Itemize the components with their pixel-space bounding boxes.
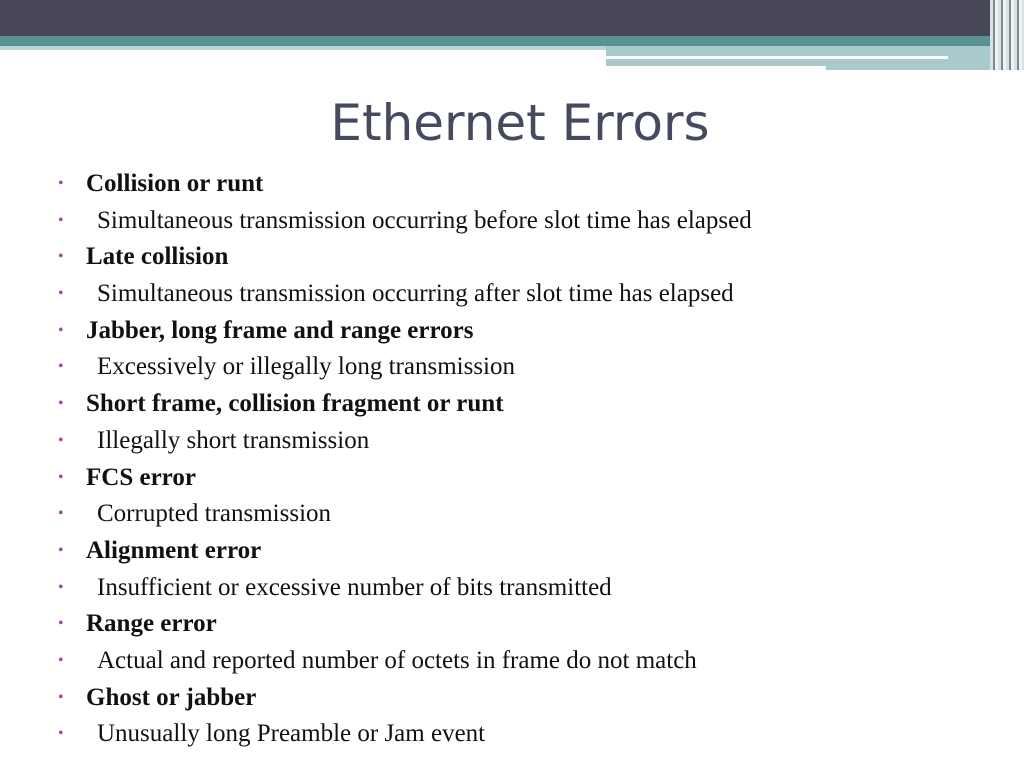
list-item <box>58 606 998 643</box>
bullet-icon: • <box>58 468 64 486</box>
list-item <box>58 716 998 753</box>
bullet-list <box>58 166 998 753</box>
list-item <box>58 349 998 386</box>
error-description: Actual and reported number of octets in frame do not match <box>97 646 697 674</box>
bullet-icon: • <box>58 725 64 743</box>
bullet-icon: • <box>58 651 64 669</box>
list-item <box>58 496 998 533</box>
bullet-icon: • <box>58 358 64 376</box>
bullet-icon: • <box>58 578 64 596</box>
list-item <box>58 643 998 680</box>
error-name: Late collision <box>86 243 229 271</box>
header-teal-band <box>0 36 1024 46</box>
bullet-icon: • <box>58 505 64 523</box>
bullet-icon: • <box>58 541 64 559</box>
list-item <box>58 570 998 607</box>
header-accent-line <box>606 66 826 70</box>
bullet-icon: • <box>58 285 64 303</box>
list-item <box>58 423 998 460</box>
error-name: Alignment error <box>86 536 262 564</box>
list-item <box>58 276 998 313</box>
error-description: Illegally short transmission <box>97 426 370 454</box>
bullet-icon: • <box>58 431 64 449</box>
slide-title: Ethernet Errors <box>330 94 710 152</box>
error-name: Collision or runt <box>86 170 264 197</box>
bullet-icon: • <box>58 615 64 633</box>
error-description: Corrupted transmission <box>97 500 332 528</box>
error-description: Excessively or illegally long transmission <box>97 353 515 381</box>
error-name: Short frame, collision fragment or runt <box>86 390 504 418</box>
bullet-icon: • <box>58 175 64 192</box>
list-item <box>58 386 998 423</box>
error-name: FCS error <box>86 463 196 491</box>
list-item <box>58 239 998 276</box>
bullet-icon: • <box>58 248 64 266</box>
list-item <box>58 460 998 497</box>
bullet-icon: • <box>58 321 64 339</box>
error-name: Ghost or jabber <box>86 683 257 711</box>
list-item <box>58 680 998 717</box>
error-description: Simultaneous transmission occurring after slot time has elapsed <box>97 280 734 308</box>
header-accent-line <box>606 56 948 59</box>
bullet-icon: • <box>58 211 64 229</box>
error-description: Unusually long Preamble or Jam event <box>97 720 486 748</box>
header-dark-band <box>0 0 1024 36</box>
error-description: Simultaneous transmission occurring before slot time has elapsed <box>97 206 752 234</box>
list-item <box>58 533 998 570</box>
list-item <box>58 166 998 203</box>
list-item <box>58 203 998 240</box>
list-item <box>58 313 998 350</box>
error-description: Insufficient or excessive number of bits transmitted <box>97 573 612 601</box>
error-name: Range error <box>86 610 217 638</box>
header-stripes <box>990 0 1024 70</box>
error-name: Jabber, long frame and range errors <box>86 316 474 344</box>
bullet-icon: • <box>58 395 64 413</box>
bullet-icon: • <box>58 688 64 706</box>
